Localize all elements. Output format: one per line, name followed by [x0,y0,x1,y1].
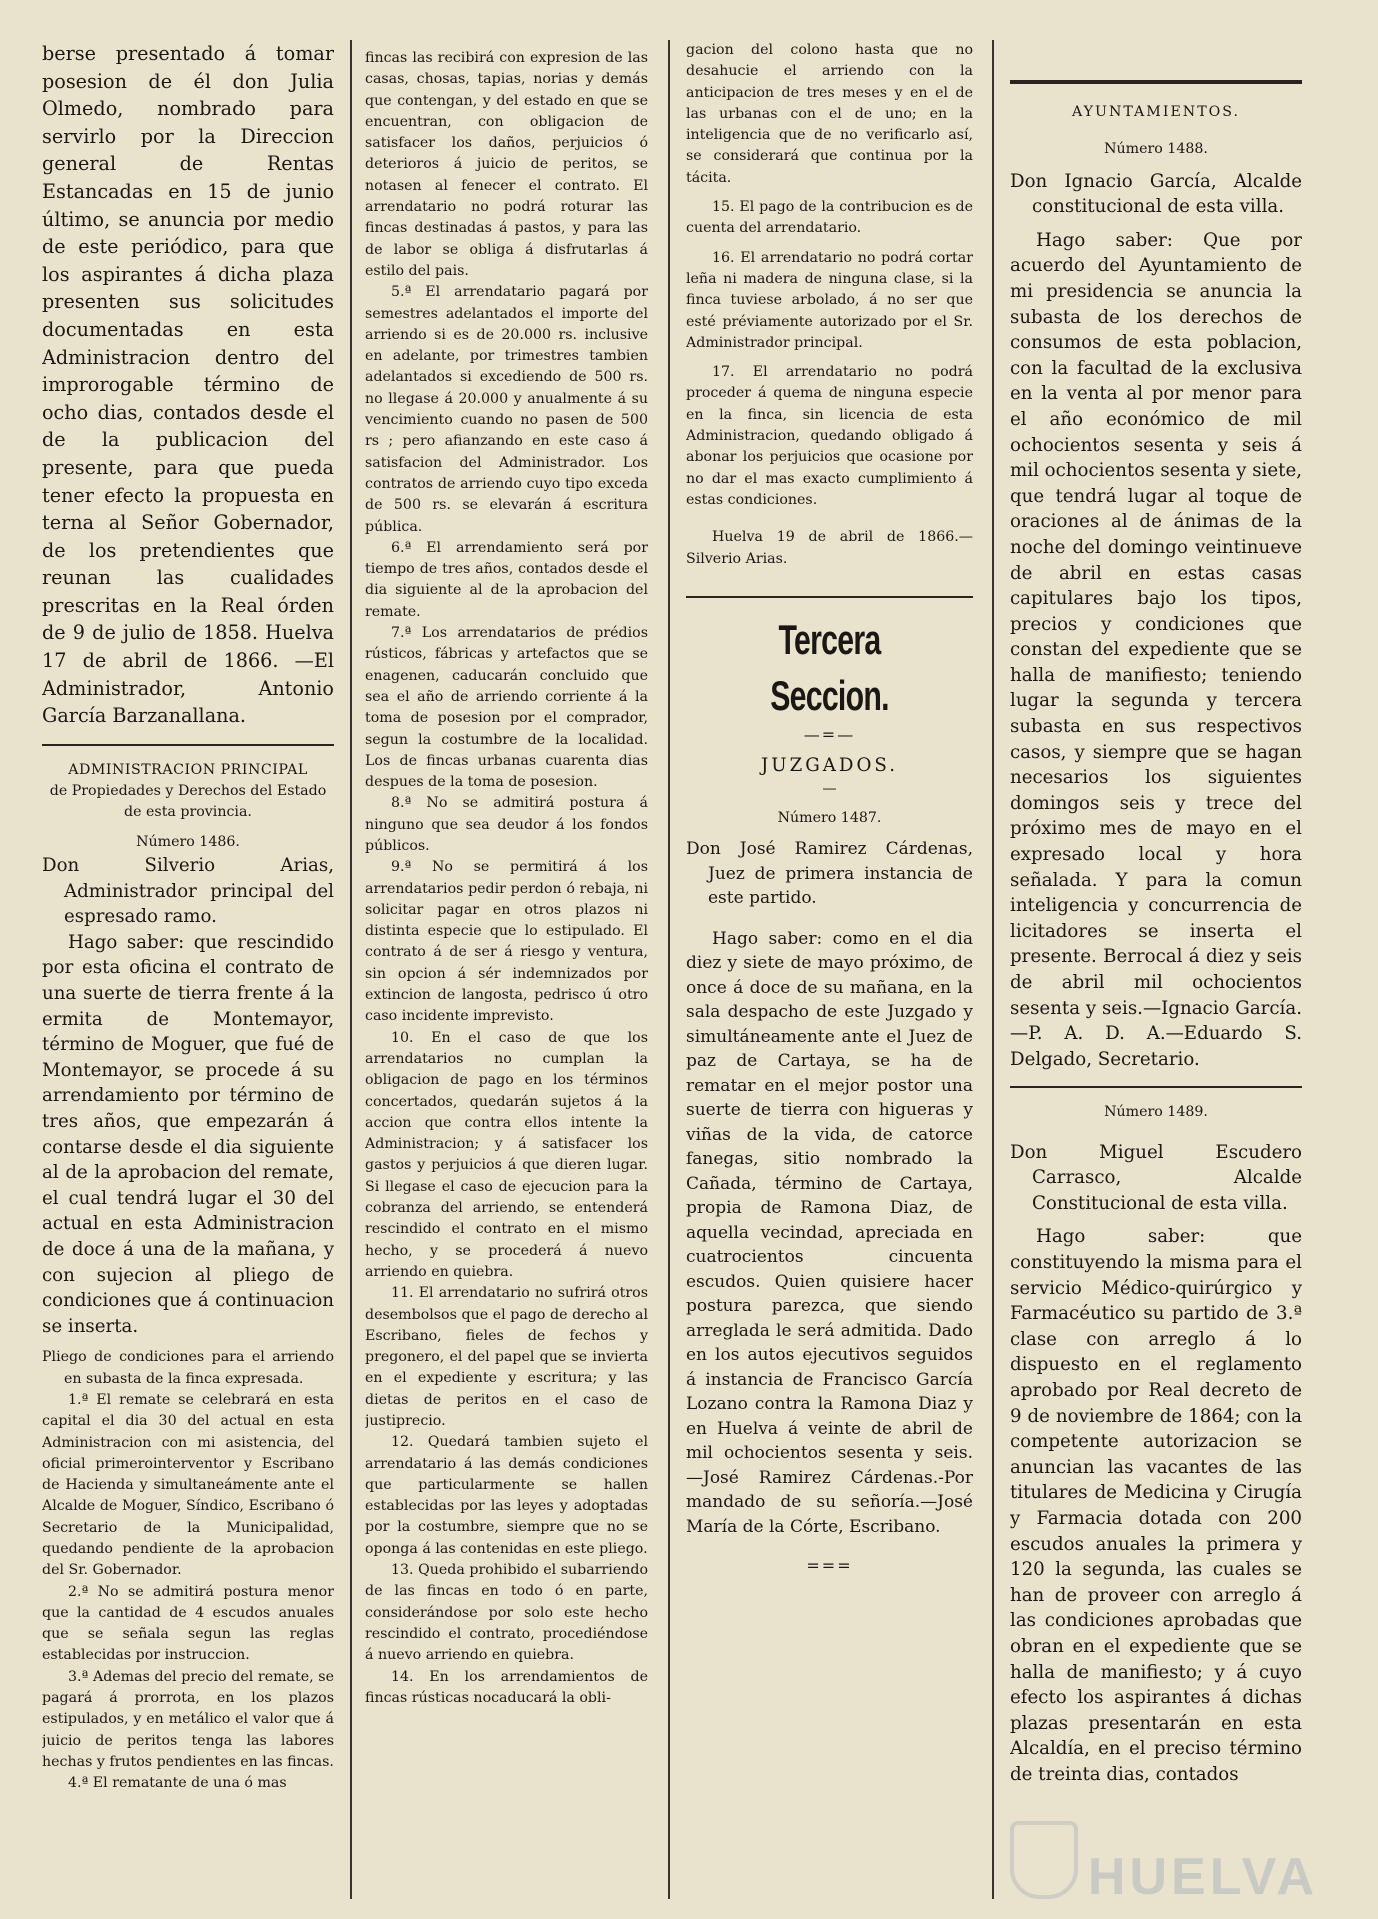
condition-5: 5.ª El arrendatario pagará por semestres adelantados el importe del arriendo si es de 20.000 rs. inclusive en adelante, por trimestres tambien adelantados si excediendo de 500 rs. no llegase á 20.000 y anualmente á su vencimiento cuando no pasen de 500 rs ; pero afianzando en este caso á satisfacion del Administrador. Los contratos de arriendo cuyo tipo exceda de 500 rs. se elevarán á escritura pública. [365,284,648,535]
juzgados-heading: JUZGADOS. [760,755,898,777]
condition-9: 9.ª No se permitirá á los arrendatarios pedir perdon ó rebaja, ni solicitar pagar en otros plazos ni distinta especie que lo estipulado. El contrato á de ser á riesgo y ventura, sin opcion á sér indemnizados por extincion de langosta, pedrisco ú otro caso incidente imprevisto. [365,859,648,1025]
condition-6: 6.ª El arrendamiento será por tiempo de tres años, contados desde el dia siguiente al de la aprobacion del remate. [365,539,648,620]
notice-body: Hago saber: que constituyendo la misma para el servicio Médico-quirúrgico y Farmacéutico su partido de 3.ª clase con arreglo á lo dispuesto en el reglamento aprobado por Real decreto de 9 de noviembre de 1864; con la competente autorizacion se anuncian las vacantes de las titulares de Medicina y Cirugía y Farmacia dotada con 200 escudos anuales la primera y 120 la segunda, las cuales se han de proveer con arreglo á las condiciones aprobadas que obran en el expediente que se halla de manifiesto; y á cuyo efecto los aspirantes á dichas plazas presentarán en esta Alcaldía, en el preciso término de treinta dias, contados [1010,1226,1302,1785]
condition-10: 10. En el caso de que los arrendatarios no cumplan la obligacion de pago en los términos concertados, quedarán sujetos á la accion que contra ellos intente la Administracion; y á satisfacer los gastos y perjuicios á que dieren lugar. Si llegase el caso de ejecucion para la cobranza del arriendo, se entenderá rescindido el contrato en el mismo hecho, y se procederá á nuevo arriendo en quiebra. [365,1029,648,1280]
condition-3: 3.ª Ademas del precio del remate, se pagará á prorrota, en los plazos estipulados, y en metálico el valor que á juicio de peritos tenga las labores hechas y frutos pendientes en las fincas. [42,1668,334,1770]
divider [1010,1086,1302,1088]
divider [1010,80,1302,84]
divider [686,596,973,598]
signature: Huelva 19 de abril de 1866.— Silverio Arias. [686,529,973,567]
archive-seal-icon [1010,1821,1078,1899]
condition-16: 16. El arrendatario no podrá cortar leña ni madera de ninguna clase, si la finca tuviese arbolado, á no ser que esté préviamente autorizado por el Sr. Administrador principal. [686,249,973,351]
condition-4-cont: fincas las recibirá con expresion de las casas, chosas, tapias, norias y demás que contengan, y del estado en que se encuentran, con obligacion de satisfacer los daños, perjuicios ó deterioros á juicio de peritos, se notasen al fenecer el contrato. El arrendatario no podrá roturar las fincas destinadas á pastos, y para las de labor se obliga á disfrutarlas á estilo del pais. [365,50,648,279]
column-1 [42,40,334,1909]
condition-11: 11. El arrendatario no sufrirá otros desembolsos que el pago de derecho al Escribano, fieles de fechos y pregonero, el del papel que se invierta en el expediente y escritura; y las dietas de peritos en el caso de justiprecio. [365,1285,648,1429]
pliego-title: Pliego de condiciones para el arriendo en subasta de la finca expresada. [42,1349,334,1387]
notice-number: Número 1488. [1104,141,1208,158]
notice-official: Don Silverio Arias, Administrador principal del espresado ramo. [42,855,334,928]
archive-watermark: HUELVA [1087,1848,1318,1906]
column-2 [365,48,648,1909]
column-rule-2 [668,40,670,1899]
notice-official: Don José Ramirez Cárdenas, Juez de primera instancia de este partido. [686,839,973,909]
column-rule-3 [992,40,994,1899]
c1-intro-text: berse presentado á tomar posesion de él don Julia Olmedo, nombrado para servirlo por la Direccion general de Rentas Estancadas en 15 de junio último, se anuncia por medio de este periódico, para que los aspirantes á dicha plaza presenten sus solicitudes documentadas en esta Administracion dentro del improrogable término de ocho dias, contados desde el de la publicacion del presente, para que pueda tener efecto la propuesta en terna al Señor Gobernador, de los pretendientes que reunan las cualidades prescritas en la Real órden de 9 de julio de 1858. Huelva 17 de abril de 1866. —El Administrador, Antonio García Barzanallana. [42,42,334,728]
condition-7: 7.ª Los arrendatarios de prédios rústicos, fábricas y artefactos que se enagenen, caducarán concluido que sea el año de arriendo corriente á la toma de posesion por el comprador, segun la costumbre de la localidad. Los de fincas urbanas cuarenta dias despues de la toma de posesion. [365,625,648,791]
condition-8: 8.ª No se admitirá postura á ninguno que sea deudor á los fondos públicos. [365,795,648,854]
notice-number: Número 1486. [136,833,240,850]
condition-12: 12. Quedará tambien sujeto el arrendatario á las demás condiciones que particularmente se hallen establecidas por las leyes y adoptadas por la costumbre, siempre que no se oponga á las contenidas en este pliego. [365,1434,648,1557]
column-4 [1010,80,1302,1909]
condition-15: 15. El pago de la contribucion es de cuenta del arrendatario. [686,199,973,237]
notice-number: Número 1489. [1104,1104,1208,1121]
condition-14-cont: gacion del colono hasta que no desahucie el arriendo con la anticipacion de tres meses y en el de las urbanas con el de uno; en la inteligencia que de no verificarlo así, se considerará que continua por la tácita. [686,42,973,186]
notice-body: Hago saber: que rescindido por esta oficina el contrato de una suerte de tierra frente á la ermita de Montemayor, término de Moguer, que fué de Montemayor, se procede á su arrendamiento por término de tres años, que empezarán á contarse desde el dia siguiente al de la aprobacion del remate, el cual tendrá lugar el 30 del actual en esta Administracion de doce á una de la mañana, y con sujecion al pliego de condiciones que á continuacion se inserta. [42,931,334,1337]
condition-17: 17. El arrendatario no podrá proceder á quema de ninguna especie en la finca, sin licencia de esta Administracion, quedando obligado á abonar los perjuicios que ocasione por no dar el mas exacto cumplimiento á estas condiciones. [686,364,973,508]
condition-14: 14. En los arrendamientos de fincas rústicas nocaducará la obli- [365,1668,648,1706]
section-title: Tercera Seccion. [770,615,889,719]
notice-official: Don Miguel Escudero Carrasco, Alcalde Constitucional de esta villa. [1010,1141,1302,1214]
ornament: === [806,1556,853,1576]
column-rule-1 [350,40,352,1899]
notice-official: Don Ignacio García, Alcalde constitucional de esta villa. [1010,170,1302,218]
condition-4: 4.ª El rematante de una ó mas [68,1775,287,1792]
admin-subheading: de Propiedades y Derechos del Estado de esta provincia. [49,783,327,821]
notice-number: Número 1487. [777,810,882,827]
column-3 [686,40,973,1909]
ornament: —=— [803,724,856,744]
ayuntamientos-heading: AYUNTAMIENTOS. [1071,104,1241,120]
notice-body: Hago saber: como en el dia diez y siete de mayo próximo, de once á doce de su mañana, en la sala despacho de este Juzgado y simultáneamente ante el Juez de paz de Cartaya, se ha de rematar en el mejor postor una suerte de tierra con higueras y viñas de la vida, de catorce fanegas, sitio nombrado la Cañada, término de Cartaya, propia de Ramona Diaz, de aquella vecindad, apreciada en cuatrocientos cincuenta escudos. Quien quisiere hacer postura parezca, que siendo arreglada le será admitida. Dado en los autos ejecutivos seguidos á instancia de Francisco García Lozano contra la Ramona Diaz y en Huelva á veinte de abril de mil ochocientos sesenta y seis. —José Ramirez Cárdenas.-Por mandado de su señoría.—José María de la Córte, Escribano. [686,928,973,1537]
condition-2: 2.ª No se admitirá postura menor que la cantidad de 4 escudos anuales que se señala segun las reglas establecidas por instruccion. [42,1583,334,1664]
admin-heading: ADMINISTRACION PRINCIPAL [68,761,308,778]
divider [42,744,334,746]
condition-13: 13. Queda prohibido el subarriendo de las fincas en todo ó en parte, considerándose por solo este hecho rescindido el contrato, procediéndose á nuevo arriendo en quiebra. [365,1562,648,1664]
ornament-dash: — [822,780,837,797]
condition-1: 1.ª El remate se celebrará en esta capital el dia 30 del actual en esta Administracion con mi asistencia, del oficial primerointerventor y Escribano de Hacienda y simultaneámente ante el Alcalde de Moguer, Síndico, Escribano ó Secretario de la Municipalidad, quedando pendiente de la aprobacion del Sr. Gobernador. [42,1391,334,1579]
notice-body: Hago saber: Que por acuerdo del Ayuntamiento de mi presidencia se anuncia la subasta de los derechos de consumos de esta poblacion, con la facultad de la exclusiva en la venta al por menor para el año económico de mil ochocientos sesenta y seis á mil ochocientos sesenta y siete, que tendrá lugar al toque de oraciones al de ánimas de la noche del domingo veintinueve de abril en estas casas capitulares bajo los tipos, precios y condiciones que constan del expediente que se halla de manifiesto; teniendo lugar la segunda y tercera subasta en sus respectivos casos, y siempre que se hagan necesarios los siguientes domingos seis y trece del próximo mes de mayo en el expresado local y hora señalada. Y para la comun inteligencia y concurrencia de licitadores se inserta el presente. Berrocal á diez y seis de abril mil ochocientos sesenta y seis.—Ignacio García.—P. A. D. A.—Eduardo S. Delgado, Secretario. [1010,229,1302,1070]
